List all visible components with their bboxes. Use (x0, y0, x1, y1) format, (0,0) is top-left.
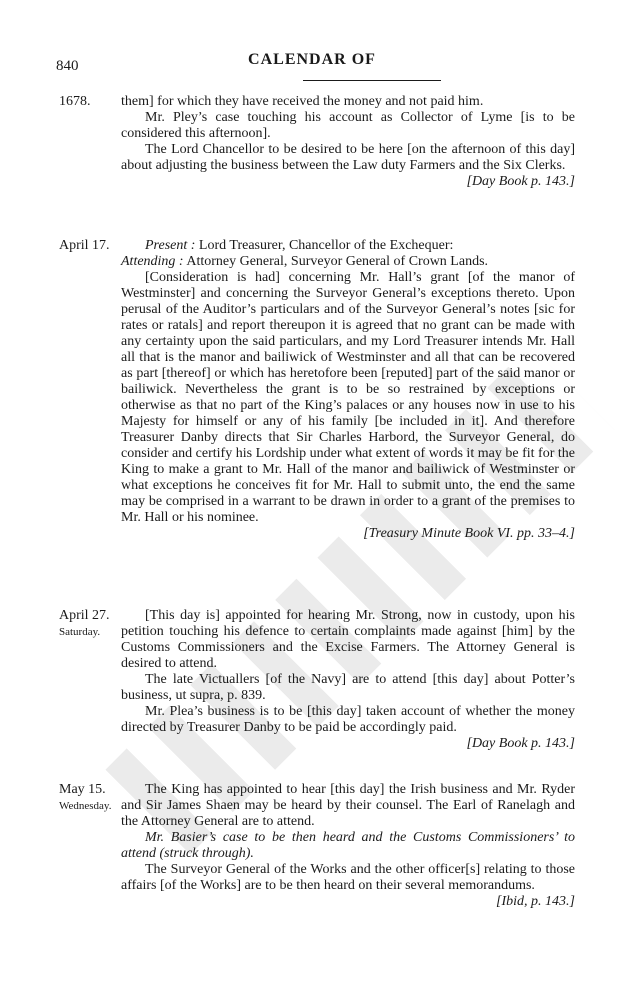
header-rule (303, 80, 441, 81)
citation: [Day Book p. 143.] (466, 736, 575, 751)
entry-date-april-17 (59, 238, 119, 254)
paragraph: The King has appointed to hear [this day] the Irish business and Mr. Ryder and Sir James Shaen may be heard by their counsel. The Earl of Ranelagh and the Attorney General are to attend. (121, 782, 575, 829)
paragraph: Mr. Pley’s case touching his account as Collector of Lyme [is to be considered this afternoon]. (121, 110, 575, 141)
present-line (121, 238, 575, 254)
paragraph: Mr. Basier’s case to be then heard and the Customs Commissioners’ to attend (struck through). (121, 830, 575, 861)
entry-april-17 (121, 238, 575, 542)
entry-may-15 (121, 782, 575, 910)
citation: [Day Book p. 143.] (466, 174, 575, 189)
entry-day: Saturday. (59, 626, 101, 638)
running-title: CALENDAR OF (248, 51, 376, 68)
entry-date-1678 (59, 94, 119, 110)
citation: [Treasury Minute Book VI. pp. 33–4.] (363, 526, 575, 541)
entry-date-april-27 (59, 608, 119, 640)
entry-date: May 15. (59, 782, 106, 797)
present-text: Lord Treasurer, Chancellor of the Exchequer: (195, 238, 454, 253)
paragraph: [This day is] appointed for hearing Mr. Strong, now in custody, upon his petition touching his defence to certain complaints made against [him] by the Customs Commissioners and the Excise Farmers. The Attorney General is desired to attend. (121, 608, 575, 671)
present-label: Present : (145, 238, 196, 253)
citation: [Ibid, p. 143.] (496, 894, 575, 909)
entry-date: April 17. (59, 238, 110, 253)
attending-text: Attorney General, Surveyor General of Crown Lands. (183, 254, 489, 269)
paragraph: them] for which they have received the money and not paid him. (121, 94, 484, 109)
attending-label: Attending : (121, 254, 184, 269)
paragraph: Mr. Plea’s business is to be [this day] taken account of whether the money directed by Treasurer Danby to be paid be accordingly paid. (121, 704, 575, 735)
entry-day: Wednesday. (59, 800, 112, 812)
attending-line (121, 254, 575, 270)
page-number: 840 (56, 58, 79, 74)
paragraph: The Surveyor General of the Works and the other officer[s] relating to those affairs [of the Works] are to be then heard on their several memorandums. (121, 862, 575, 893)
paragraph: [Consideration is had] concerning Mr. Hall’s grant [of the manor of Westminster] and concerning the Surveyor General’s exceptions thereto. Upon perusal of the Auditor’s particulars and of the Surveyor General’s notes [sic for rates or ratals] and report thereupon it is agreed that no grant can be made with any certainty upon the said particulars, and my Lord Treasurer intends Mr. Hall all that is the manor and bailiwick of Westminster and all that can be recovered as part [thereof] or which has heretofore been [reputed] part of the said manor or bailiwick. Nevertheless the grant is to be so restrained by exceptions or otherwise as that no part of the King’s palaces or any houses now in use to his Majesty for himself or any of his family [be included in it]. And therefore Treasurer Danby directs that Sir Charles Harbord, the Surveyor General, do consider and certify his Lordship under what extent of words it may be fit for the King to make a grant to Mr. Hall of the manor and bailiwick of Westminster or what exceptions he conceives fit for Mr. Hall to submit unto, the end the same may be comprised in a warrant to be drawn in order to a grant of the premises to Mr. Hall or his nominee. (121, 270, 575, 525)
paragraph: The late Victuallers [of the Navy] are to attend [this day] about Potter’s business, ut supra, p. 839. (121, 672, 575, 703)
entry-date-may-15 (59, 782, 119, 814)
entry-date: 1678. (59, 94, 91, 109)
entry-date: April 27. (59, 608, 110, 623)
entry-april-27 (121, 608, 575, 752)
paragraph: The Lord Chancellor to be desired to be here [on the afternoon of this day] about adjusting the business between the Law duty Farmers and the Six Clerks. (121, 142, 575, 173)
entry-1678 (121, 94, 575, 190)
